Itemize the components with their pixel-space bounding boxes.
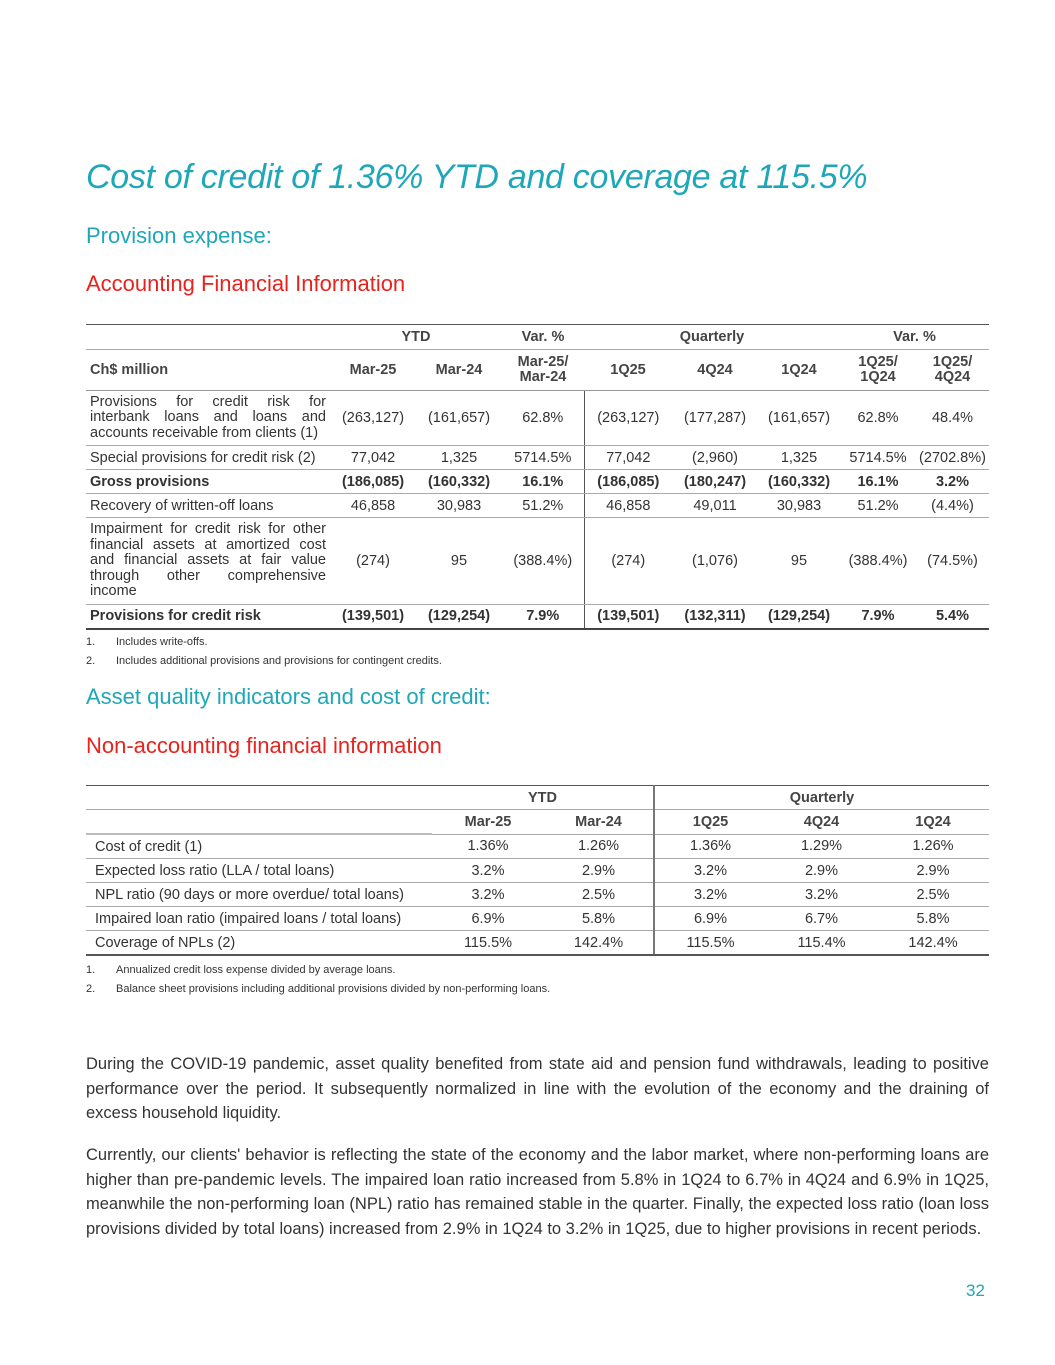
group-header-quarterly: Quarterly bbox=[654, 786, 989, 810]
footnote: 1. Includes write-offs. bbox=[86, 636, 208, 648]
column-header: Ch$ million bbox=[86, 350, 330, 391]
table-cell: 6.9% bbox=[432, 907, 544, 931]
table-cell: 1.36% bbox=[654, 834, 766, 859]
table-cell: (263,127) bbox=[330, 391, 416, 446]
table-cell: (139,501) bbox=[584, 605, 672, 629]
table-cell: 46,858 bbox=[584, 494, 672, 518]
table-footnotes bbox=[86, 633, 442, 671]
table-cell: 1.26% bbox=[544, 834, 654, 859]
table-cell: (263,127) bbox=[584, 391, 672, 446]
table-row bbox=[86, 470, 989, 494]
table-cell: (1,076) bbox=[672, 518, 758, 605]
table-row bbox=[86, 446, 989, 470]
group-header-var: Var. % bbox=[502, 325, 584, 350]
table-cell: 95 bbox=[758, 518, 840, 605]
table-cell: 2.5% bbox=[544, 883, 654, 907]
row-label: Special provisions for credit risk (2) bbox=[86, 446, 330, 470]
group-header-var: Var. % bbox=[840, 325, 989, 350]
row-label: Gross provisions bbox=[86, 470, 330, 494]
group-header-ytd: YTD bbox=[330, 325, 502, 350]
table-group-header-row bbox=[86, 786, 989, 810]
asset-quality-table bbox=[86, 785, 989, 956]
table-cell: (274) bbox=[330, 518, 416, 605]
table-cell: (177,287) bbox=[672, 391, 758, 446]
column-header: 1Q24 bbox=[758, 350, 840, 391]
table-cell: (129,254) bbox=[758, 605, 840, 629]
table-cell: 77,042 bbox=[584, 446, 672, 470]
column-header: Mar-25 bbox=[432, 810, 544, 835]
table-row bbox=[86, 391, 989, 446]
group-header-quarterly: Quarterly bbox=[584, 325, 840, 350]
footnote: 2. Balance sheet provisions including additional provisions divided by non-performing loans. bbox=[86, 983, 551, 995]
table-row bbox=[86, 931, 989, 956]
column-header: Mar-25/ Mar-24 bbox=[502, 350, 584, 391]
table-row bbox=[86, 859, 989, 883]
table-cell: 7.9% bbox=[840, 605, 916, 629]
table-cell: (388.4%) bbox=[502, 518, 584, 605]
page-number: 32 bbox=[966, 1281, 985, 1300]
table-cell: (186,085) bbox=[330, 470, 416, 494]
table-cell: 51.2% bbox=[502, 494, 584, 518]
table-cell: 3.2% bbox=[916, 470, 989, 494]
section-provision-expense-title: Provision expense: bbox=[86, 223, 272, 248]
table-cell: (388.4%) bbox=[840, 518, 916, 605]
table-cell: 1.26% bbox=[877, 834, 989, 859]
table-cell: (2702.8%) bbox=[916, 446, 989, 470]
table-cell: (186,085) bbox=[584, 470, 672, 494]
table-header-row bbox=[86, 350, 989, 391]
table-row bbox=[86, 518, 989, 605]
table-cell: (160,332) bbox=[758, 470, 840, 494]
table-cell: 142.4% bbox=[877, 931, 989, 956]
table-cell: (274) bbox=[584, 518, 672, 605]
table-cell: (161,657) bbox=[416, 391, 502, 446]
row-label: Expected loss ratio (LLA / total loans) bbox=[86, 859, 432, 883]
table-cell: 6.7% bbox=[766, 907, 877, 931]
footnote: 1. Annualized credit loss expense divided by average loans. bbox=[86, 964, 396, 976]
table-cell: (129,254) bbox=[416, 605, 502, 629]
table-cell: 3.2% bbox=[432, 859, 544, 883]
table-cell: 16.1% bbox=[502, 470, 584, 494]
table-cell: 49,011 bbox=[672, 494, 758, 518]
table-cell: (132,311) bbox=[672, 605, 758, 629]
table-row bbox=[86, 883, 989, 907]
table-cell: 77,042 bbox=[330, 446, 416, 470]
table-cell: 5.4% bbox=[916, 605, 989, 629]
column-header: 1Q25 bbox=[584, 350, 672, 391]
table-cell: 62.8% bbox=[502, 391, 584, 446]
table-cell: 3.2% bbox=[766, 883, 877, 907]
table-cell: 2.9% bbox=[766, 859, 877, 883]
column-header: 4Q24 bbox=[766, 810, 877, 835]
table-cell: (2,960) bbox=[672, 446, 758, 470]
table-cell: 115.5% bbox=[654, 931, 766, 956]
table-cell: 142.4% bbox=[544, 931, 654, 956]
table-group-header-row bbox=[86, 325, 989, 350]
table-cell: 2.9% bbox=[544, 859, 654, 883]
footnote: 2. Includes additional provisions and provisions for contingent credits. bbox=[86, 655, 442, 667]
table-cell: 95 bbox=[416, 518, 502, 605]
column-header: 1Q25/ 4Q24 bbox=[916, 350, 989, 391]
row-label: Impairment for credit risk for other financial assets at amortized cost and financial assets at fair value through other comprehensive income bbox=[86, 518, 330, 605]
table-cell: 2.5% bbox=[877, 883, 989, 907]
row-label: Provisions for credit risk bbox=[86, 605, 330, 629]
table-cell: (161,657) bbox=[758, 391, 840, 446]
table-cell: 7.9% bbox=[502, 605, 584, 629]
table-cell: (180,247) bbox=[672, 470, 758, 494]
row-label: Coverage of NPLs (2) bbox=[86, 931, 432, 956]
column-header: 1Q25/ 1Q24 bbox=[840, 350, 916, 391]
column-header: 1Q25 bbox=[654, 810, 766, 835]
group-header-ytd: YTD bbox=[432, 786, 654, 810]
table-row bbox=[86, 605, 989, 629]
column-header: 1Q24 bbox=[877, 810, 989, 835]
table-cell: 3.2% bbox=[654, 883, 766, 907]
table-cell: 115.5% bbox=[432, 931, 544, 956]
table-cell: 6.9% bbox=[654, 907, 766, 931]
table-cell: (160,332) bbox=[416, 470, 502, 494]
table-cell: 1,325 bbox=[758, 446, 840, 470]
section-non-accounting-title: Non-accounting financial information bbox=[86, 733, 442, 758]
table-cell: 5.8% bbox=[877, 907, 989, 931]
row-label: NPL ratio (90 days or more overdue/ total loans) bbox=[86, 883, 432, 907]
table-cell: (74.5%) bbox=[916, 518, 989, 605]
table-cell: 30,983 bbox=[416, 494, 502, 518]
table-cell: 16.1% bbox=[840, 470, 916, 494]
column-header: Mar-24 bbox=[416, 350, 502, 391]
table-cell: 3.2% bbox=[432, 883, 544, 907]
table-cell: (139,501) bbox=[330, 605, 416, 629]
column-header: Mar-24 bbox=[544, 810, 654, 835]
table-cell: 1.29% bbox=[766, 834, 877, 859]
column-header: Mar-25 bbox=[330, 350, 416, 391]
table-cell: 115.4% bbox=[766, 931, 877, 956]
table-cell: 46,858 bbox=[330, 494, 416, 518]
page-title: Cost of credit of 1.36% YTD and coverage at 115.5% bbox=[86, 158, 868, 196]
section-accounting-info-title: Accounting Financial Information bbox=[86, 271, 406, 296]
table-cell: 1,325 bbox=[416, 446, 502, 470]
row-label: Impaired loan ratio (impaired loans / total loans) bbox=[86, 907, 432, 931]
table-cell: 1.36% bbox=[432, 834, 544, 859]
table-cell: 62.8% bbox=[840, 391, 916, 446]
table-cell: 30,983 bbox=[758, 494, 840, 518]
table-cell: 48.4% bbox=[916, 391, 989, 446]
row-label: Provisions for credit risk for interbank loans and loans and accounts receivable from clients (1) bbox=[86, 391, 330, 446]
column-header: 4Q24 bbox=[672, 350, 758, 391]
table-cell: 2.9% bbox=[877, 859, 989, 883]
table-cell: 5714.5% bbox=[502, 446, 584, 470]
row-label: Cost of credit (1) bbox=[86, 834, 432, 859]
table-row bbox=[86, 494, 989, 518]
table-cell: 5714.5% bbox=[840, 446, 916, 470]
body-paragraph: During the COVID-19 pandemic, asset quality benefited from state aid and pension fund withdrawals, leading to positive performance over the period. It subsequently normalized in line with the evolution of the economy and the draining of excess household liquidity. bbox=[86, 1055, 989, 1122]
table-row bbox=[86, 834, 989, 859]
table-cell: 3.2% bbox=[654, 859, 766, 883]
table-cell: 5.8% bbox=[544, 907, 654, 931]
table-header-row bbox=[86, 810, 989, 835]
table-row bbox=[86, 907, 989, 931]
table-cell: (4.4%) bbox=[916, 494, 989, 518]
table-footnotes bbox=[86, 961, 550, 999]
provision-expense-table bbox=[86, 324, 989, 630]
section-asset-quality-title: Asset quality indicators and cost of credit: bbox=[86, 684, 491, 709]
body-paragraph: Currently, our clients' behavior is reflecting the state of the economy and the labor market, where non-performing loans are higher than pre-pandemic levels. The impaired loan ratio increased from 5.8% in 1Q24 to 6.7% in 4Q24 and 6.9% in 1Q25, meanwhile the non-performing loan (NPL) ratio has remained stable in the quarter. Finally, the expected loss ratio (loan loss provisions divided by total loans) increased from 2.9% in 1Q24 to 3.2% in 1Q25, due to higher provisions in recent periods. bbox=[86, 1146, 989, 1238]
table-cell: 51.2% bbox=[840, 494, 916, 518]
row-label: Recovery of written-off loans bbox=[86, 494, 330, 518]
